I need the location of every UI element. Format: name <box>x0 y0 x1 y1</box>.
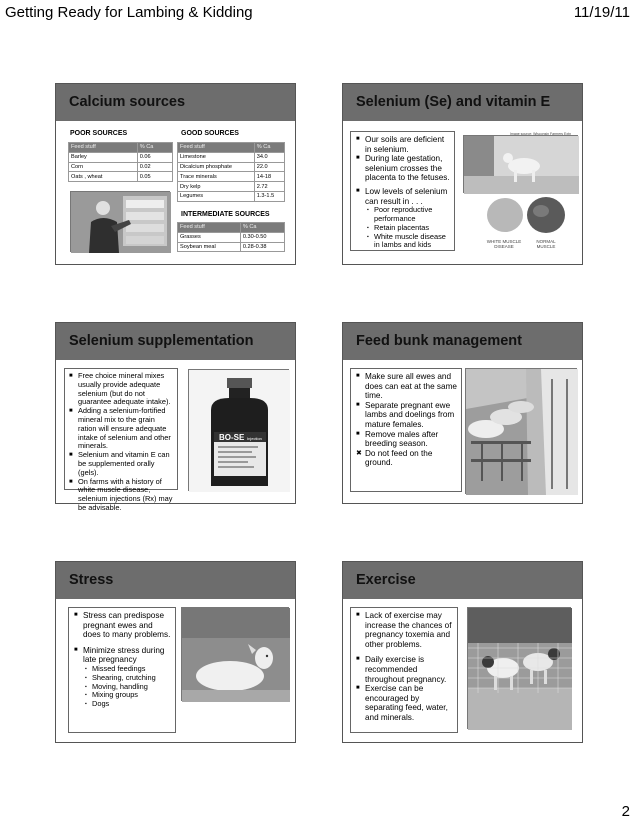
good-sources-label: GOOD SOURCES <box>181 130 239 137</box>
bullet-item: ■ Lack of exercise may increase the chances of pregnancy toxemia and other problems. <box>356 611 452 649</box>
feedbunk-textbox <box>350 368 462 492</box>
feed-bunk-photo <box>465 368 577 494</box>
table-row: Oats , wheat 0.05 <box>69 172 173 182</box>
table-row: Soybean meal 0.28-0.38 <box>178 242 285 252</box>
bottle-sublabel-text: Injection <box>247 436 262 441</box>
handout-date: 11/19/11 <box>573 4 630 21</box>
table-row: Corn 0.02 <box>69 162 173 172</box>
col-feed-header: Feed stuff <box>178 143 255 153</box>
bullet-item: ✖ Do not feed on the ground. <box>356 448 433 468</box>
bullet-item: ■ Exercise can be encouraged by separating feed, water, and minerals. <box>356 684 448 722</box>
resting-sheep-photo <box>181 607 289 701</box>
table-row: Barley 0.06 <box>69 152 173 162</box>
slide-exercise <box>342 561 583 743</box>
slide-selenium-supplementation <box>55 322 296 512</box>
selenium-textbox <box>350 131 455 251</box>
slide-title: Exercise <box>343 562 582 599</box>
col-ca-header: % Ca <box>254 143 284 153</box>
slide-stress <box>55 561 296 743</box>
poor-sources-label: POOR SOURCES <box>70 130 128 137</box>
good-sources-table <box>177 142 285 202</box>
sub-bullet-item: ▪ Poor reproductive performance <box>367 205 433 223</box>
slide-title: Calcium sources <box>56 84 295 121</box>
bullet-item: ■ Minimize stress during late pregnancy <box>74 645 165 665</box>
bottle-label-text: BO-SE <box>219 433 245 442</box>
slide-selenium-vitamin-e <box>342 83 583 265</box>
slide-title: Feed bunk management <box>343 323 582 360</box>
col-feed-header: Feed stuff <box>69 143 138 153</box>
bullet-item: ■ On farms with a history of white muscle disease, selenium injections (Rx) may be advisable. <box>69 476 173 512</box>
bullet-item: ■ Remove males after breeding season. <box>356 429 439 449</box>
sub-bullet-item: ▪ Missed feedings <box>85 663 146 673</box>
table-row: Limestone 34.0 <box>178 152 285 162</box>
white-muscle-caption: WHITE MUSCLE DISEASE <box>486 239 522 249</box>
sub-bullet-item: ▪ Mixing groups <box>85 690 139 700</box>
intermediate-sources-label: INTERMEDIATE SOURCES <box>181 211 270 218</box>
bullet-item: ■ Selenium and vitamin E can be supplemented orally (gels). <box>69 450 170 477</box>
intermediate-sources-table <box>177 222 285 252</box>
bullet-item: ■ Adding a selenium-fortified mineral mix to the grain ration will ensure adequate intake of selenium and other minerals. <box>69 406 171 451</box>
bullet-item: ■ Separate pregnant ewe lambs and doelings from mature females. <box>356 400 455 429</box>
goats-photo <box>467 607 571 729</box>
sub-bullet-item: ▪ White muscle disease in lambs and kids <box>367 231 446 250</box>
bullet-item: ■ Daily exercise is recommended throughout pregnancy. <box>356 655 447 684</box>
table-row: Legumes 1.3-1.5 <box>178 191 285 201</box>
stress-textbox <box>68 607 176 733</box>
table-row: Grasses 0.30-0.50 <box>178 232 285 242</box>
muscle-comparison-photo <box>485 195 569 237</box>
sub-bullet-item: ▪ Retain placentas <box>367 222 430 232</box>
slide-title: Selenium supplementation <box>56 323 295 360</box>
table-row: Trace minerals 14-18 <box>178 172 285 182</box>
bullet-item: ■ Low levels of selenium can result in . . . <box>356 186 448 206</box>
bullet-item: ■ Free choice mineral mixes usually provide adequate selenium (but do not guarantee adequate intake). <box>69 371 171 407</box>
normal-muscle-caption: NORMAL MUSCLE <box>536 239 556 249</box>
exercise-textbox <box>350 607 458 733</box>
farmer-photo <box>70 191 170 252</box>
col-feed-header: Feed stuff <box>178 223 241 233</box>
bullet-item: ■ Our soils are deficient in selenium. <box>356 135 445 154</box>
col-ca-header: % Ca <box>240 223 284 233</box>
table-row: Dicalcium phosphate 22.0 <box>178 162 285 172</box>
photo-credit: Image source: Wisconsin Farmers Extn <box>509 132 572 136</box>
poor-sources-table <box>68 142 173 182</box>
slide-feed-bunk-management <box>342 322 583 504</box>
bullet-item: ■ During late gestation, selenium crosses the placenta to the fetuses. <box>356 154 450 183</box>
table-row: Dry kelp 2.72 <box>178 182 285 192</box>
handout-title: Getting Ready for Lambing & Kidding <box>5 4 253 21</box>
bullet-item: ■ Make sure all ewes and does can eat at the same time. <box>356 372 457 401</box>
slide-title: Selenium (Se) and vitamin E <box>343 84 582 121</box>
slide-calcium-sources <box>55 83 296 265</box>
page-number: 2 <box>621 803 630 820</box>
supplementation-textbox <box>64 368 178 512</box>
sub-bullet-item: ▪ Dogs <box>85 699 110 709</box>
lamb-photo <box>463 135 578 193</box>
col-ca-header: % Ca <box>137 143 172 153</box>
bo-se-bottle-photo <box>188 369 289 491</box>
slide-title: Stress <box>56 562 295 599</box>
sub-bullet-item: ▪ Shearing, crutching <box>85 672 156 682</box>
bullet-item: ■ Stress can predispose pregnant ewes and does to many problems. <box>74 611 171 640</box>
sub-bullet-item: ▪ Moving, handling <box>85 681 148 691</box>
